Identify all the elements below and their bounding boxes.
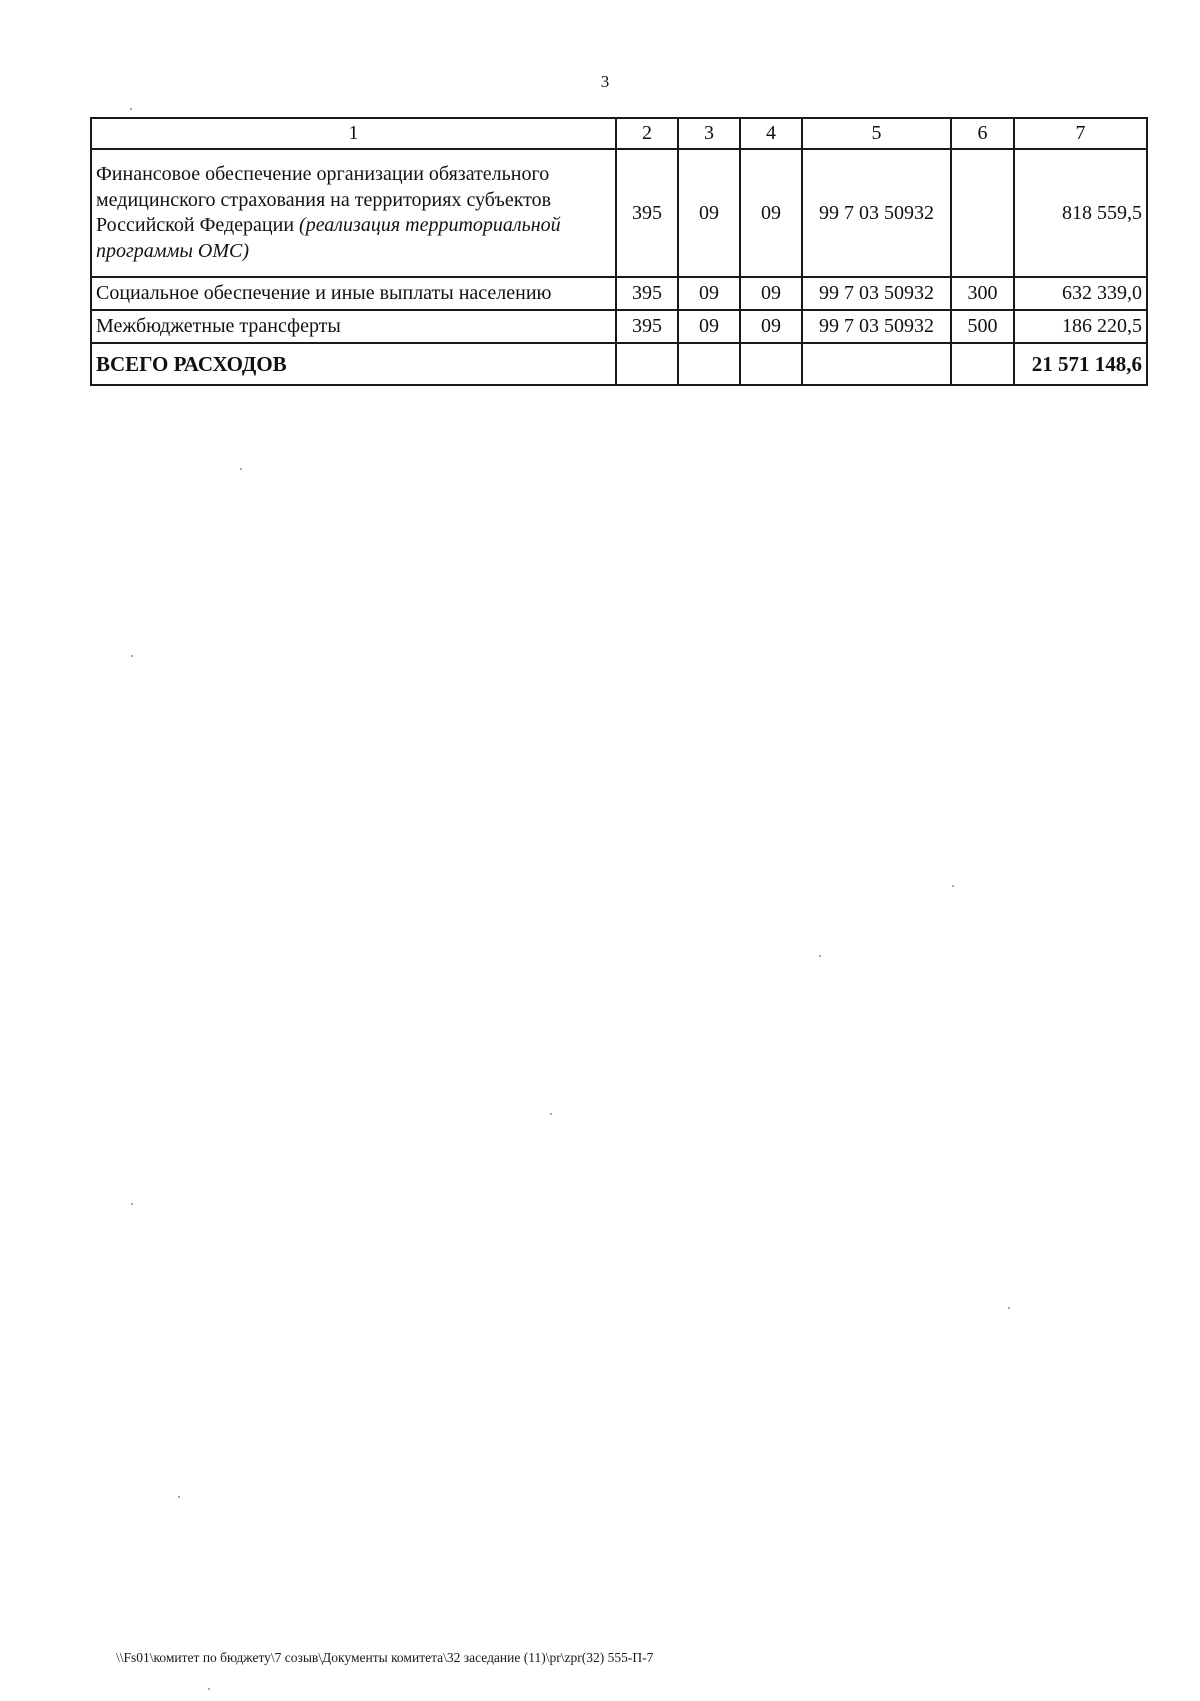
empty-cell [740,343,802,385]
target-article-cell: 99 7 03 50932 [802,277,951,310]
ministry-code-cell: 395 [616,149,678,277]
column-header-5: 5 [802,118,951,149]
section-code-cell: 09 [678,277,740,310]
scan-speck [208,1688,210,1690]
ministry-code-cell: 395 [616,277,678,310]
budget-expenses-table [90,117,1148,386]
column-header-4: 4 [740,118,802,149]
column-header-3: 3 [678,118,740,149]
scan-speck [178,1496,180,1498]
scan-speck [240,468,242,470]
amount-cell: 186 220,5 [1014,310,1147,343]
scan-speck [131,1203,133,1205]
column-header-7: 7 [1014,118,1147,149]
scan-speck [550,1113,552,1115]
subsection-code-cell: 09 [740,310,802,343]
total-label: ВСЕГО РАСХОДОВ [91,343,616,385]
file-path-footer: \\Fs01\комитет по бюджету\7 созыв\Документы комитета\32 заседание (11)\pr\zpr(32) 555-П-7 [116,1650,654,1665]
target-article-cell: 99 7 03 50932 [802,149,951,277]
expense-type-cell: 300 [951,277,1014,310]
target-article-cell: 99 7 03 50932 [802,310,951,343]
scan-speck [131,655,133,657]
amount-cell: 632 339,0 [1014,277,1147,310]
column-header-1: 1 [91,118,616,149]
expense-type-cell [951,149,1014,277]
scan-speck [1008,1307,1010,1309]
expense-type-cell: 500 [951,310,1014,343]
column-header-6: 6 [951,118,1014,149]
row-name-cell: Межбюджетные трансферты [91,310,616,343]
column-header-2: 2 [616,118,678,149]
total-row [91,343,1147,385]
amount-cell: 818 559,5 [1014,149,1147,277]
section-code-cell: 09 [678,310,740,343]
scan-speck [952,885,954,887]
ministry-code-cell: 395 [616,310,678,343]
table-row [91,277,1147,310]
table-header-row [91,118,1147,149]
empty-cell [802,343,951,385]
empty-cell [951,343,1014,385]
empty-cell [678,343,740,385]
empty-cell [616,343,678,385]
subsection-code-cell: 09 [740,277,802,310]
row-name-text: Финансовое обеспечение организации обязательного медицинского страхования на территориях субъектов Российской Федерации [96,163,552,236]
table-row [91,149,1147,277]
row-name-italic-note: (реализация территориальной программы ОМС) [96,214,561,262]
total-amount: 21 571 148,6 [1014,343,1147,385]
row-name-cell: Социальное обеспечение и иные выплаты населению [91,277,616,310]
table-row [91,310,1147,343]
scan-speck [819,955,821,957]
page-number: 3 [600,72,610,91]
subsection-code-cell: 09 [740,149,802,277]
scan-speck [130,108,132,110]
row-name-cell [91,149,616,277]
section-code-cell: 09 [678,149,740,277]
